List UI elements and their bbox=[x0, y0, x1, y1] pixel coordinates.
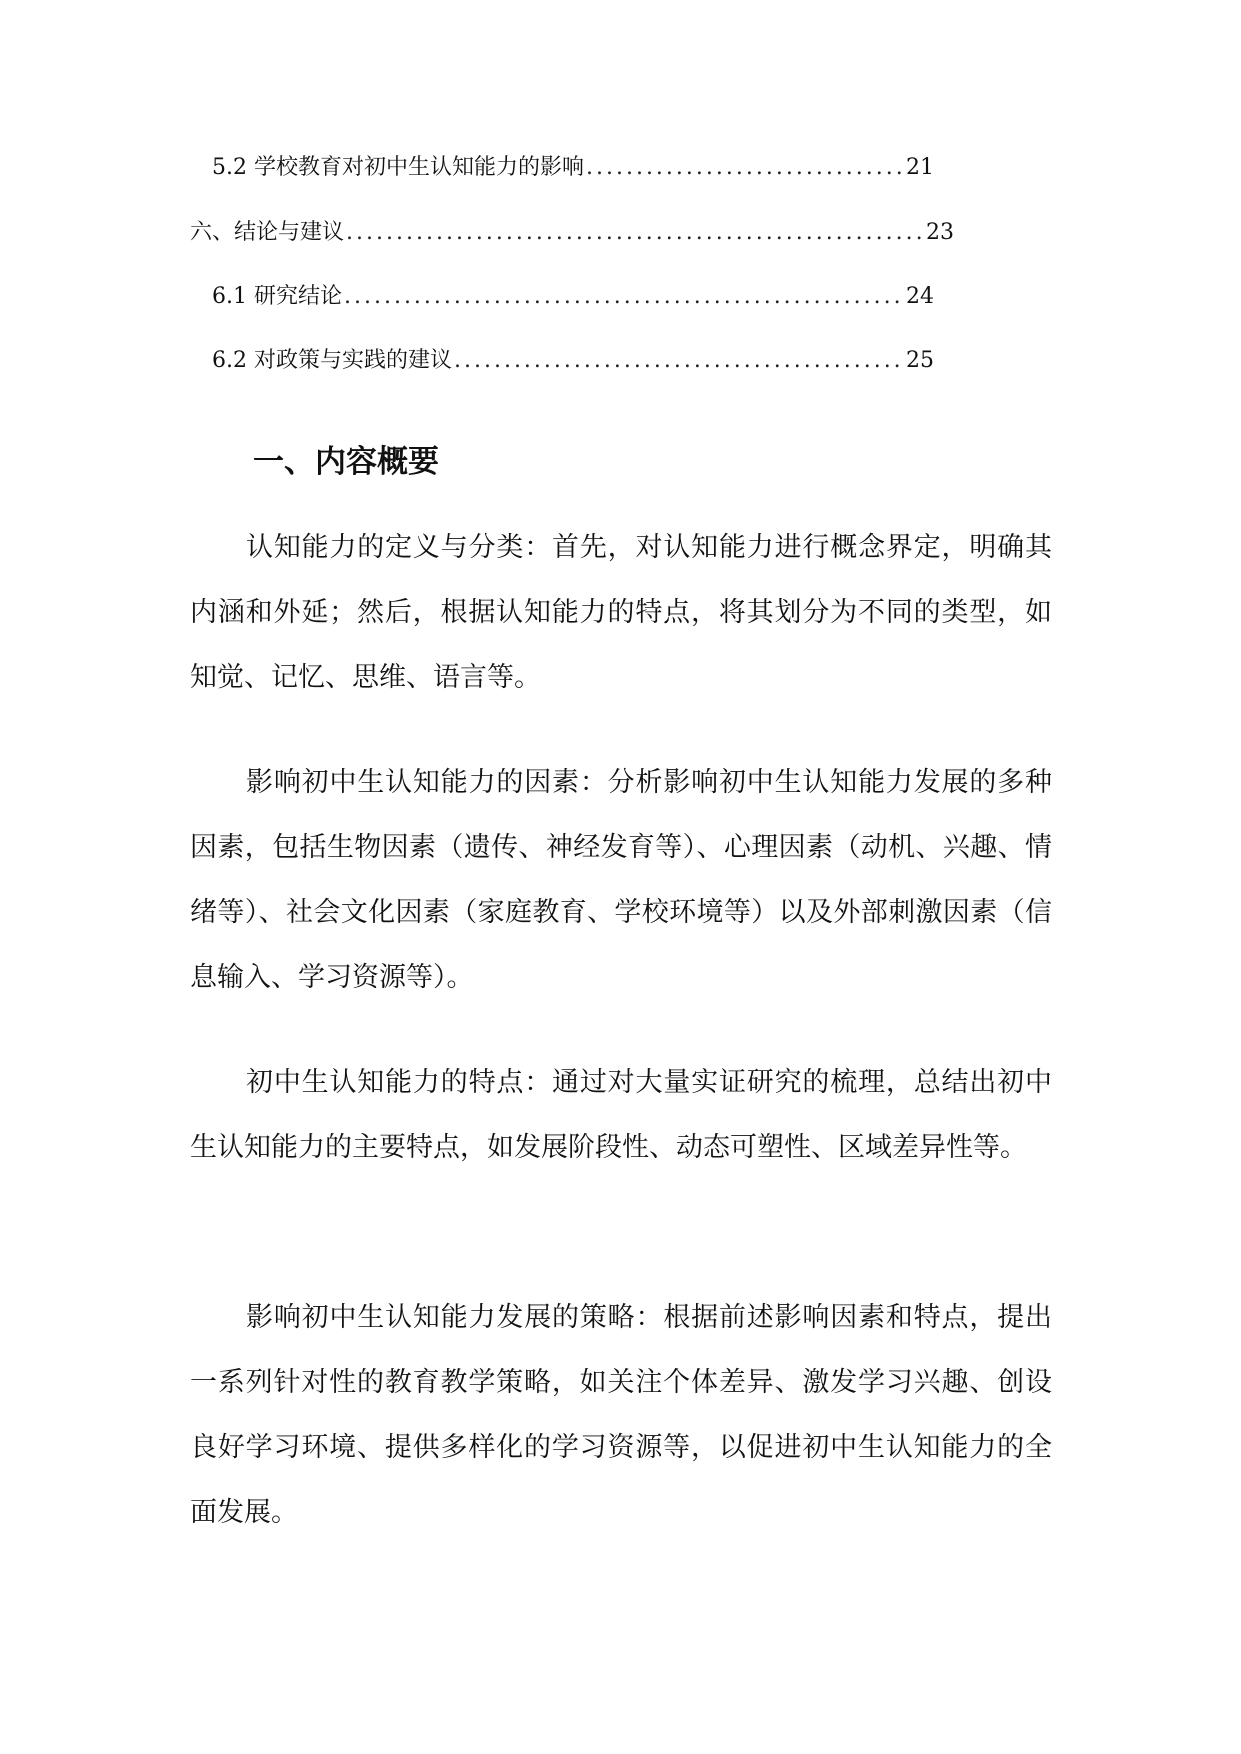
toc-entry-label: 5.2 学校教育对初中生认知能力的影响 bbox=[212, 155, 584, 180]
toc-leader-dots bbox=[454, 346, 904, 376]
body-paragraph: 认知能力的定义与分类：首先，对认知能力进行概念界定，明确其内涵和外延；然后，根据认知能力的特点，将其划分为不同的类型，如知觉、记忆、思维、语言等。 bbox=[190, 532, 1052, 693]
body-paragraph: 影响初中生认知能力的因素：分析影响初中生认知能力发展的多种因素，包括生物因素（遗传、神经发育等）、心理因素（动机、兴趣、情绪等）、社会文化因素（家庭教育、学校环境等）以及外部刺激因素（信息输入、学习资源等）。 bbox=[190, 767, 1052, 993]
toc-entry-page: 24 bbox=[906, 284, 934, 309]
body-paragraph: 初中生认知能力的特点：通过对大量实证研究的梳理，总结出初中生认知能力的主要特点，如发展阶段性、动态可塑性、区域差异性等。 bbox=[190, 1067, 1052, 1163]
toc-leader-dots bbox=[586, 153, 904, 183]
section-heading: 一、内容概要 bbox=[253, 444, 439, 480]
toc-leader-dots bbox=[346, 218, 924, 248]
toc-entry-page: 23 bbox=[926, 220, 954, 245]
toc-entry[interactable] bbox=[190, 218, 954, 248]
toc-entry-label: 6.1 研究结论 bbox=[212, 284, 342, 309]
toc-entry-page: 21 bbox=[906, 155, 934, 180]
toc-entry-page: 25 bbox=[906, 348, 934, 373]
toc-leader-dots bbox=[344, 282, 904, 312]
body-paragraph: 影响初中生认知能力发展的策略：根据前述影响因素和特点，提出一系列针对性的教育教学策略，如关注个体差异、激发学习兴趣、创设良好学习环境、提供多样化的学习资源等，以促进初中生认知能力的全面发展。 bbox=[190, 1302, 1052, 1528]
toc-entry[interactable] bbox=[212, 282, 934, 312]
toc-entry-label: 六、结论与建议 bbox=[190, 220, 345, 245]
toc-entry[interactable] bbox=[212, 346, 934, 376]
toc-entry[interactable] bbox=[212, 153, 934, 183]
toc-entry-label: 6.2 对政策与实践的建议 bbox=[212, 348, 452, 373]
